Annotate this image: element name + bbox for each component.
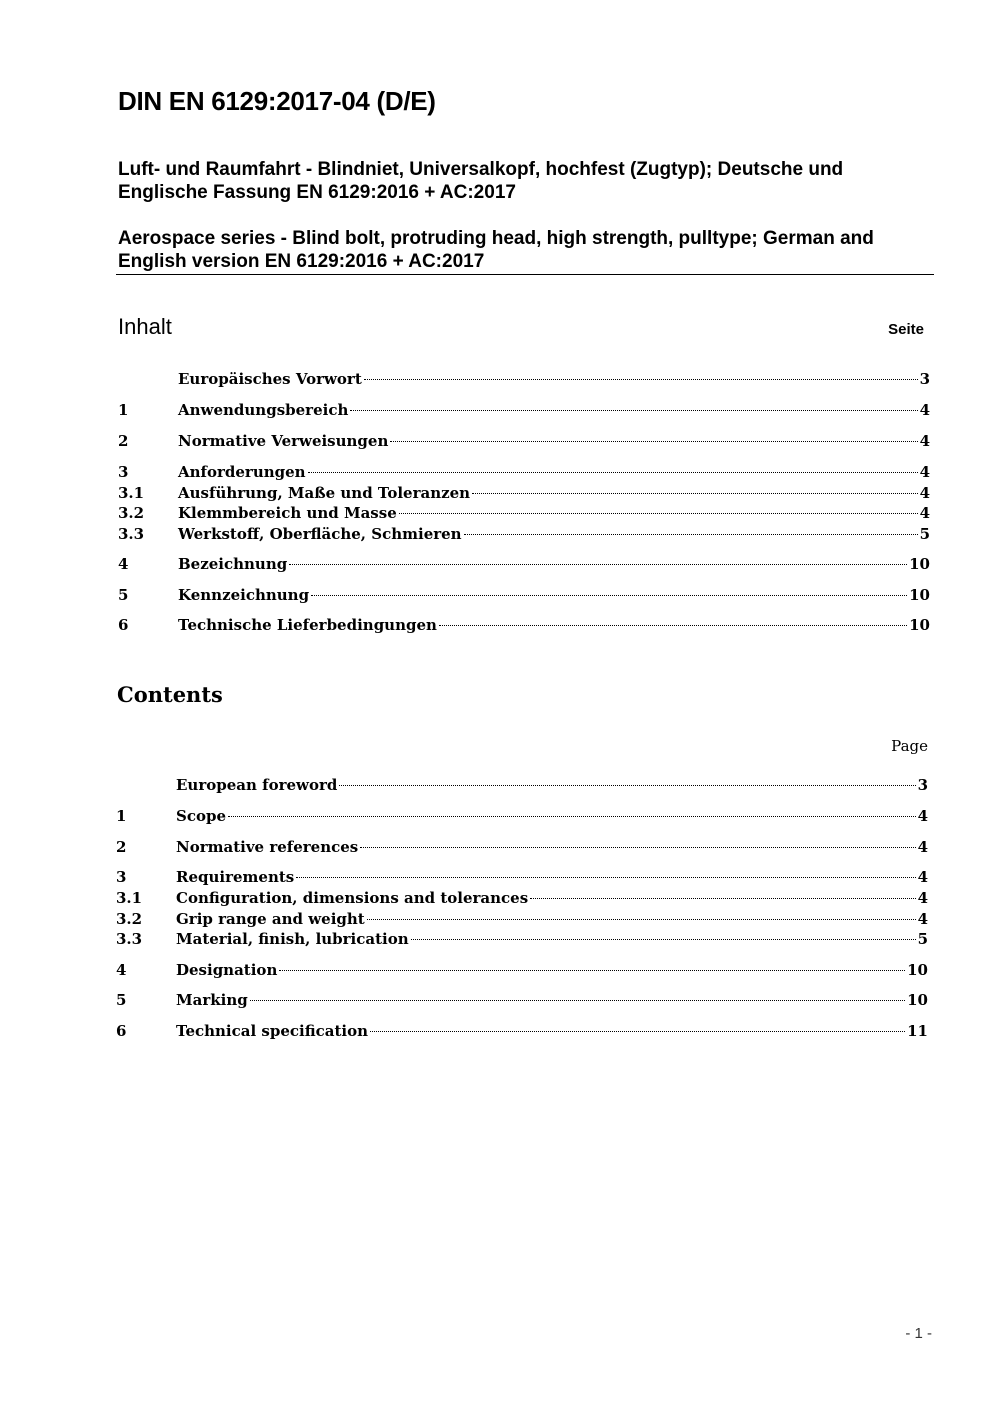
toc-entry-title: Anwendungsbereich bbox=[178, 401, 349, 419]
toc-dot-leader bbox=[350, 410, 917, 411]
toc-entry-page: 4 bbox=[919, 432, 930, 450]
toc-dot-leader bbox=[250, 1000, 905, 1001]
toc-entry-page: 5 bbox=[919, 525, 930, 543]
toc-entry-page: 4 bbox=[919, 504, 930, 522]
toc-entry[interactable] bbox=[116, 991, 928, 1011]
toc-entry-number: 3.1 bbox=[116, 889, 143, 907]
toc-entry-page: 4 bbox=[919, 484, 930, 502]
toc-dot-leader bbox=[367, 919, 916, 920]
toc-entry[interactable] bbox=[116, 776, 928, 796]
toc-dot-leader bbox=[530, 898, 915, 899]
toc-entry[interactable] bbox=[116, 1022, 928, 1042]
toc-dot-leader bbox=[439, 625, 907, 626]
toc-entry[interactable] bbox=[116, 889, 928, 909]
toc-entry[interactable] bbox=[116, 807, 928, 827]
toc-entry-number: 3 bbox=[116, 868, 127, 886]
toc-entry-number: 5 bbox=[116, 991, 127, 1009]
toc-entry-title: Configuration, dimensions and tolerances bbox=[176, 889, 529, 907]
toc-entry-title: Technical specification bbox=[176, 1022, 369, 1040]
toc-entry-title: Technische Lieferbedingungen bbox=[178, 616, 437, 634]
toc-entry[interactable] bbox=[116, 910, 928, 930]
toc-dot-leader bbox=[472, 493, 917, 494]
toc-entry[interactable] bbox=[116, 930, 928, 950]
toc-dot-leader bbox=[311, 595, 907, 596]
toc-entry[interactable] bbox=[118, 463, 930, 483]
toc-en-heading: Contents bbox=[117, 682, 223, 707]
toc-entry[interactable] bbox=[116, 961, 928, 981]
toc-dot-leader bbox=[279, 970, 905, 971]
toc-entry-number: 2 bbox=[118, 432, 129, 450]
toc-entry-title: Werkstoff, Oberfläche, Schmieren bbox=[178, 525, 462, 543]
toc-entry[interactable] bbox=[118, 401, 930, 421]
toc-dot-leader bbox=[399, 513, 918, 514]
toc-entry-title: Scope bbox=[176, 807, 227, 825]
toc-entry[interactable] bbox=[118, 586, 930, 606]
toc-de-page-label: Seite bbox=[888, 321, 924, 338]
toc-entry-number: 3.3 bbox=[116, 930, 143, 948]
toc-entry[interactable] bbox=[118, 504, 930, 524]
toc-entry[interactable] bbox=[116, 838, 928, 858]
toc-entry[interactable] bbox=[116, 868, 928, 888]
toc-entry-title: Bezeichnung bbox=[178, 555, 288, 573]
toc-entry-title: Normative Verweisungen bbox=[178, 432, 389, 450]
toc-entry-page: 4 bbox=[917, 807, 928, 825]
toc-entry-page: 10 bbox=[909, 616, 930, 634]
document-title: DIN EN 6129:2017-04 (D/E) bbox=[118, 86, 436, 116]
page-number: - 1 - bbox=[905, 1325, 932, 1342]
toc-entry-page: 4 bbox=[917, 889, 928, 907]
toc-entry-title: Grip range and weight bbox=[176, 910, 365, 928]
toc-entry-number: 2 bbox=[116, 838, 127, 856]
toc-dot-leader bbox=[390, 441, 917, 442]
toc-entry-title: Ausführung, Maße und Toleranzen bbox=[178, 484, 471, 502]
title-divider bbox=[116, 274, 934, 275]
toc-entry[interactable] bbox=[118, 484, 930, 504]
toc-entry-page: 4 bbox=[919, 463, 930, 481]
toc-entry-title: Anforderungen bbox=[178, 463, 306, 481]
toc-entry-page: 3 bbox=[919, 370, 930, 388]
toc-entry-number: 3.2 bbox=[118, 504, 145, 522]
toc-entry-title: Marking bbox=[176, 991, 248, 1009]
toc-entry-title: Requirements bbox=[176, 868, 295, 886]
toc-entry-number: 4 bbox=[118, 555, 129, 573]
toc-entry-title: Europäisches Vorwort bbox=[178, 370, 362, 388]
toc-entry-number: 1 bbox=[118, 401, 129, 419]
toc-entry-page: 5 bbox=[917, 930, 928, 948]
toc-dot-leader bbox=[339, 785, 915, 786]
toc-entry-page: 4 bbox=[917, 838, 928, 856]
toc-entry-number: 3.1 bbox=[118, 484, 145, 502]
toc-entry-page: 4 bbox=[919, 401, 930, 419]
toc-entry[interactable] bbox=[118, 432, 930, 452]
toc-entry-page: 4 bbox=[917, 910, 928, 928]
toc-entry[interactable] bbox=[118, 616, 930, 636]
toc-entry-title: Material, finish, lubrication bbox=[176, 930, 409, 948]
toc-dot-leader bbox=[364, 379, 918, 380]
toc-entry-page: 10 bbox=[907, 961, 928, 979]
toc-entry-number: 3.2 bbox=[116, 910, 143, 928]
toc-en-page-label: Page bbox=[891, 737, 928, 755]
toc-entry-number: 6 bbox=[116, 1022, 127, 1040]
german-title: Luft- und Raumfahrt - Blindniet, Universalkopf, hochfest (Zugtyp); Deutsche und Englische Fassung EN 6129:2016 + AC:2017 bbox=[118, 159, 844, 203]
toc-entry-page: 10 bbox=[907, 991, 928, 1009]
toc-dot-leader bbox=[411, 939, 916, 940]
toc-entry-page: 3 bbox=[917, 776, 928, 794]
toc-entry[interactable] bbox=[118, 555, 930, 575]
toc-dot-leader bbox=[370, 1031, 905, 1032]
toc-entry-number: 3 bbox=[118, 463, 129, 481]
toc-entry-page: 10 bbox=[909, 586, 930, 604]
english-title: Aerospace series - Blind bolt, protruding head, high strength, pulltype; German and English version EN 6129:2016 + AC:2017 bbox=[118, 228, 874, 272]
toc-dot-leader bbox=[296, 877, 915, 878]
toc-de-heading: Inhalt bbox=[118, 314, 172, 339]
toc-dot-leader bbox=[289, 564, 907, 565]
toc-dot-leader bbox=[228, 816, 916, 817]
toc-entry[interactable] bbox=[118, 370, 930, 390]
toc-entry-page: 4 bbox=[917, 868, 928, 886]
toc-entry-number: 4 bbox=[116, 961, 127, 979]
toc-entry-title: Kennzeichnung bbox=[178, 586, 310, 604]
toc-entry-title: European foreword bbox=[176, 776, 338, 794]
toc-entry-title: Designation bbox=[176, 961, 278, 979]
toc-dot-leader bbox=[464, 534, 918, 535]
toc-entry-number: 1 bbox=[116, 807, 127, 825]
toc-entry-page: 11 bbox=[907, 1022, 928, 1040]
toc-entry-number: 3.3 bbox=[118, 525, 145, 543]
toc-entry-page: 10 bbox=[909, 555, 930, 573]
toc-dot-leader bbox=[308, 472, 918, 473]
toc-dot-leader bbox=[360, 847, 915, 848]
toc-entry-number: 5 bbox=[118, 586, 129, 604]
toc-entry-number: 6 bbox=[118, 616, 129, 634]
toc-entry-title: Klemmbereich und Masse bbox=[178, 504, 397, 522]
toc-entry-title: Normative references bbox=[176, 838, 359, 856]
toc-entry[interactable] bbox=[118, 525, 930, 545]
